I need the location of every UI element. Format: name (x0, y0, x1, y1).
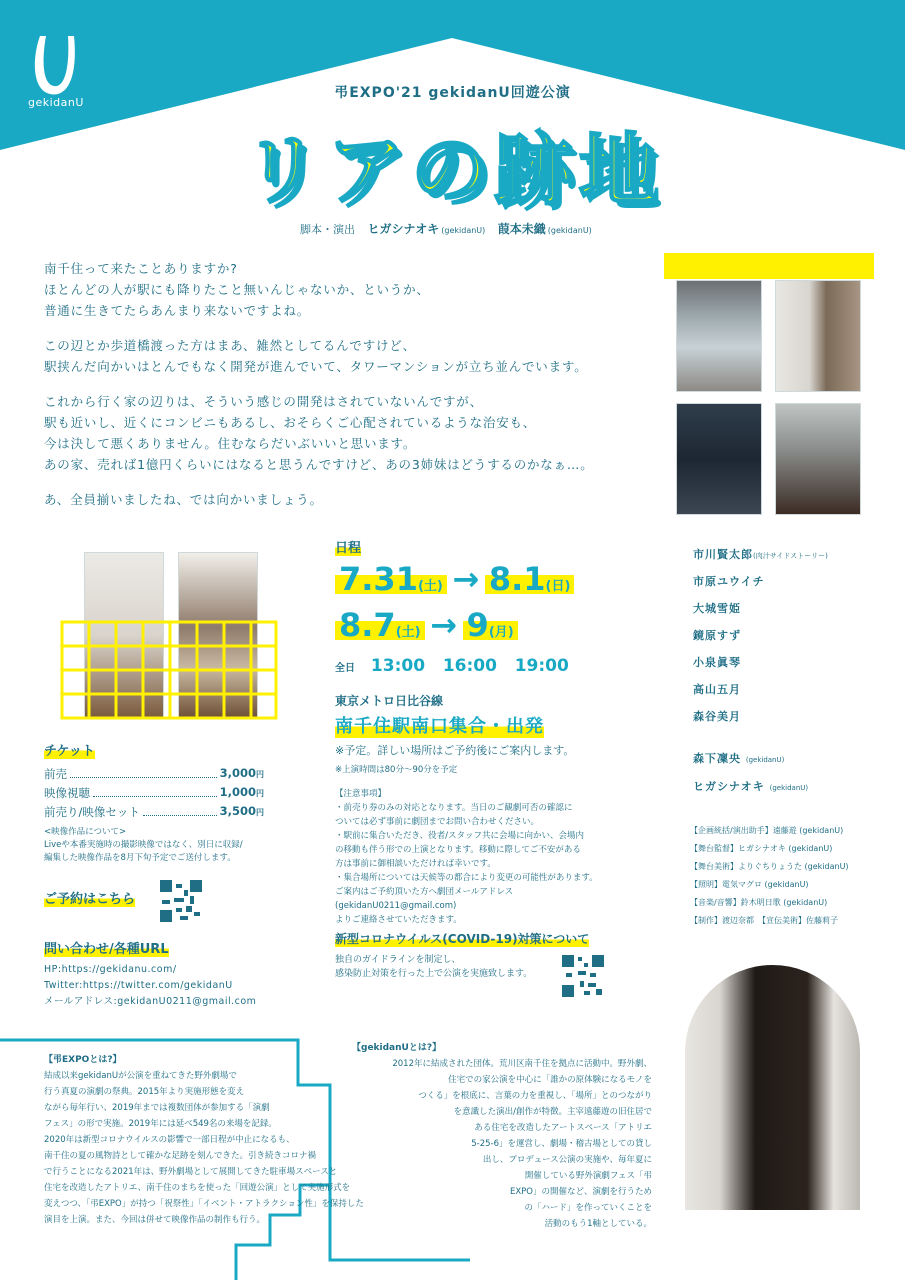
train-line: 東京メトロ日比谷線 (335, 694, 444, 708)
about-description (352, 1040, 652, 1232)
caution-heading: 【注意事項】 (335, 789, 387, 799)
yellow-grid-overlay (60, 620, 278, 720)
photo-accent-bar (664, 253, 874, 279)
weekday-end-2: (月) (488, 625, 514, 640)
author-1: ヒガシナオキ (367, 222, 440, 236)
cast-affiliation: (gekidanU) (745, 756, 785, 764)
arrow-icon: → (430, 606, 457, 644)
cast-member (693, 778, 808, 794)
cast-affiliation: (gekidanU) (769, 784, 809, 792)
ticket-label: 前売り/映像セット (44, 805, 140, 819)
weekday-start-2: (土) (395, 625, 421, 640)
intro-text (44, 258, 644, 524)
reserve-label (44, 888, 135, 907)
room-photo-dark (676, 403, 762, 515)
staff-list (690, 822, 849, 930)
cast-name: 森下凜央 (693, 752, 741, 765)
arrow-icon: → (452, 560, 480, 598)
cast-name: 市原ユウイチ (693, 575, 765, 588)
show-time: 13:00 (370, 656, 426, 676)
date-end-2: 9 (466, 606, 489, 644)
contact-info (44, 962, 256, 1010)
caution-item: ・前売り券のみの対応となります。当日のご観劇可否の確認に ついては必ず事前に劇団までお問い合わせください。 (335, 803, 573, 827)
ticket-unit: 円 (256, 808, 264, 817)
about-heading: 【gekidanUとは?】 (352, 1043, 442, 1053)
ticket-row (44, 766, 264, 782)
covid-heading: 新型コロナウイルス(COVID-19)対策について (335, 932, 590, 946)
schedule-heading-text: 日程 (335, 537, 361, 556)
staff-item: 【音楽/音響】鈴木明日歌 (gekidanU) (690, 898, 828, 907)
staff-item: 【照明】電気マグロ (gekidanU) (690, 880, 809, 889)
cast-name: 大城雪姫 (693, 602, 741, 615)
author-2-aff: (gekidanU) (547, 226, 592, 235)
twitter-link[interactable]: Twitter:https://twitter.com/gekidanU (44, 980, 233, 991)
cast-member (693, 600, 741, 616)
date-start-1: 7.31 (339, 560, 418, 598)
caution-item: ・駅前に集合いただき、役者/スタッフ共に会場に向かい、会場内 の移動も伴う形での上演となります。移動に際してご不安がある 方は事前に御相談いただければ幸いです。 (335, 831, 585, 869)
ticket-unit: 円 (256, 789, 264, 798)
about-body: 2012年に結成された団体。荒川区南千住を拠点に活動中。野外劇、 住宅での家公演を中心に「誰かの原体験になるモノを つくる」を根底に、言葉の力を重視し、「場所」とのつながり を意識した演出/創作が特徴。主宰遠藤遊の旧住居で ある住宅を改造したアートスペース「アトリエ 5-25-6」を運営し、劇場・稽古場としての貸し 出し、プロデュース公演の実施や、毎年夏に 開催している野外演劇フェス「弔 EXPO」の開催など、演劇を行うため の「ハード」を作っていくことを 活動のもう1軸としている。 (392, 1059, 652, 1229)
cast-name: 森谷美月 (693, 710, 741, 723)
ticket-heading-text: チケット (44, 740, 95, 759)
credits (300, 220, 592, 237)
ticket-price: 1,000 (219, 785, 256, 799)
ticket-label: 映像視聴 (44, 786, 90, 800)
cast-member (693, 546, 828, 562)
cast-name: 高山五月 (693, 683, 741, 696)
weekday-end-1: (日) (545, 579, 571, 594)
author-1-aff: (gekidanU) (441, 226, 486, 235)
weekday-start-1: (土) (417, 579, 443, 594)
show-times (335, 656, 569, 676)
expo-heading: 【弔EXPOとは?】 (44, 1055, 122, 1065)
homepage-link[interactable]: HP:https://gekidanu.com/ (44, 964, 177, 975)
video-note: <映像作品について> Liveや本番実施時の撮影映像ではなく、別日に収録/ 編集した映像作品を8月下旬予定でご送付します。 (44, 827, 243, 863)
schedule-heading (335, 537, 361, 556)
ticket-row (44, 804, 264, 820)
logo-text: gekidanU (28, 96, 84, 109)
covid-body: 独自のガイドラインを制定し、 感染防止対策を行った上で公演を実施致します。 (335, 955, 533, 979)
cast-name: 鏡原すず (693, 629, 742, 642)
cast-name: 小泉眞琴 (693, 656, 741, 669)
cast-affiliation: (肉汁サイドストーリー) (753, 552, 828, 560)
qr-code-icon[interactable] (562, 955, 604, 997)
author-2: 葭本未織 (497, 222, 546, 236)
cast-name: 市川賢太郎 (693, 548, 753, 561)
cast-member (693, 654, 741, 670)
date-range-1 (335, 560, 574, 598)
ticket-price: 3,500 (219, 804, 256, 818)
room-photo-chair (775, 403, 861, 515)
contact-heading (44, 938, 169, 957)
cast-member (693, 681, 741, 697)
room-photo-window (676, 280, 762, 392)
reserve-qr-code-icon[interactable] (160, 880, 202, 922)
intro-paragraph: あ、全員揃いましたね、では向かいましょう。 (44, 492, 323, 507)
date-range-2 (335, 606, 518, 644)
contact-heading-text: 問い合わせ/各種URL (44, 938, 169, 957)
intro-paragraph: これから行く家の辺りは、そういう感じの開発はされていないんですが、 駅も近いし、近くにコンビニもあるし、おそらくご心配されているような治安も、 今は決して悪くありません。住むならだいぶいいと思います。 あの家、売れば1億円くらいにはなると思うんですけど、あの3姉妹はどうするのかなぁ…。 (44, 394, 594, 472)
expo-body: 結成以来gekidanUが公演を重ねてきた野外劇場で 行う真夏の演劇の祭典。2015年より実施形態を変え ながら毎年行い、2019年までは複数団体が参加する「演劇 フェス」の形で実施。2019年には延べ549名の来場を記録。 2020年は新型コロナウイルスの影響で一部日程が中止になるも、 南千住の夏の風物詩として確かな足跡を刻んできた。引き続きコロナ禍 で行うことになる2021年は、野外劇場として展開してきた駐車場スペースと 住宅を改造したアトリエ、南千住のまちを使った「回遊公演」として実施形式を 変えつつ、「弔EXPO」が持つ「祝祭性」「イベント・アトラクション性」を保持した 演目を上演。また、今回は併せて映像作品の制作も行う。 (44, 1071, 364, 1225)
intro-paragraph: 南千住って来たことありますか? ほとんどの人が駅にも降りたこと無いんじゃないか、というか、 普通に生きてたらあんまり来ないですよね。 (44, 261, 430, 318)
duration-note: ※上演時間は80分〜90分を予定 (335, 765, 458, 775)
ticket-label: 前売 (44, 767, 67, 781)
ticket-price: 3,000 (219, 766, 256, 780)
expo-description (44, 1052, 404, 1228)
event-subtitle: 弔EXPO'21 gekidanU回遊公演 (334, 85, 571, 101)
staff-item: 【舞台美術】よりぐちりょうた (gekidanU) (690, 862, 849, 871)
staff-item: 【企画統括/演出助手】遠藤遊 (gekidanU) (690, 826, 844, 835)
cast-member (693, 573, 765, 589)
date-start-2: 8.7 (339, 606, 396, 644)
cast-member (693, 708, 741, 724)
credits-label: 脚本・演出 (300, 223, 355, 236)
room-photo-doorway (775, 280, 861, 392)
stairway-photo (685, 965, 860, 1210)
cast-name: ヒガシナオキ (693, 780, 765, 793)
cast-member (693, 750, 784, 766)
reserve-label-text: ご予約はこちら (44, 888, 135, 907)
location-note: ※予定。詳しい場所はご予約後にご案内します。 (335, 744, 575, 757)
all-days-label: 全日 (335, 663, 355, 674)
staff-item: 【舞台監督】ヒガシナオキ (gekidanU) (690, 844, 833, 853)
cast-member (693, 627, 741, 643)
show-time: 16:00 (442, 656, 497, 676)
play-title: リアの跡地 (242, 126, 663, 216)
staff-item: 【制作】渡辺奈都 【宣伝美術】佐藤莉子 (690, 916, 838, 925)
ticket-unit: 円 (256, 770, 264, 779)
email-link[interactable]: メールアドレス:gekidanU0211@gmail.com (44, 996, 257, 1007)
caution-item: ・集合場所については天候等の都合により変更の可能性があります。 ご案内はご予約頂いた方へ劇団メールアドレス(gekidanU0211@gmail.com) よりご連絡させていただきます。 (335, 873, 598, 925)
date-end-1: 8.1 (488, 560, 546, 598)
intro-paragraph: この辺とか歩道橋渡った方はまあ、雑然としてるんですけど、 駅挟んだ向かいはとんでもなく開発が進んでいて、タワーマンションが立ち並んでいます。 (44, 338, 588, 374)
ticket-heading (44, 740, 95, 759)
caution-notes (335, 787, 620, 927)
meeting-point: 南千住駅南口集合・出発 (335, 712, 544, 738)
ticket-row (44, 785, 264, 801)
show-time: 19:00 (514, 656, 569, 676)
